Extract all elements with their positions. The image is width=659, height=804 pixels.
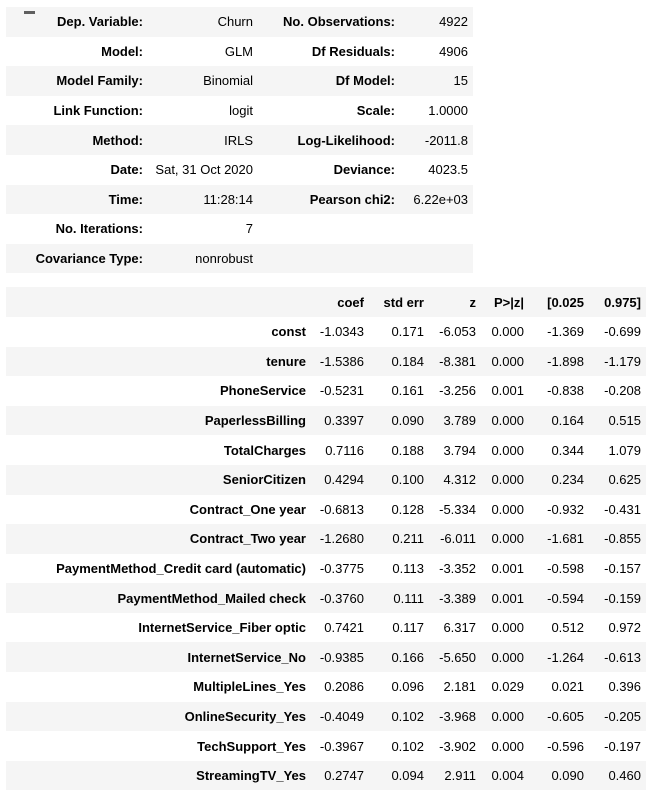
coef-cell: -0.159	[604, 590, 641, 606]
coef-cell: -1.5386	[319, 353, 364, 369]
summary-label	[258, 244, 400, 274]
coef-cell: -0.6813	[319, 501, 364, 517]
coef-row	[6, 731, 646, 761]
summary-row	[6, 244, 473, 274]
coef-cell: 3.794	[443, 442, 476, 458]
summary-row	[6, 7, 473, 37]
summary-label: No. Iterations:	[55, 221, 143, 237]
summary-value: 11:28:14	[203, 191, 253, 207]
coef-cell: 0.972	[608, 620, 641, 636]
coef-row	[6, 347, 646, 377]
summary-value: 4906	[439, 43, 468, 59]
coef-cell: 0.001	[491, 383, 524, 399]
coef-cell: -0.157	[604, 560, 641, 576]
summary-label: Link Function:	[53, 103, 143, 119]
coef-row-label: PhoneService	[220, 383, 306, 399]
coef-cell: 0.000	[491, 413, 524, 429]
coef-cell: -0.838	[547, 383, 584, 399]
coef-row-label: StreamingTV_Yes	[196, 768, 306, 784]
coef-cell: -0.197	[604, 738, 641, 754]
summary-label: Df Residuals:	[311, 43, 395, 59]
coef-cell: -1.369	[547, 324, 584, 340]
coef-cell: 0.090	[391, 413, 424, 429]
summary-row	[6, 96, 473, 126]
summary-value: nonrobust	[195, 251, 253, 267]
coef-row-label: tenure	[266, 353, 306, 369]
coef-row	[6, 642, 646, 672]
coef-cell: -0.3775	[319, 560, 364, 576]
coef-row	[6, 465, 646, 495]
coef-cell: 3.789	[443, 413, 476, 429]
summary-value: logit	[229, 103, 253, 119]
coef-cell: 0.625	[608, 472, 641, 488]
coefficients-table	[6, 287, 646, 790]
coef-cell: 0.102	[391, 738, 424, 754]
summary-value	[400, 214, 473, 244]
summary-value: 4922	[439, 14, 468, 30]
coefficients-body	[6, 287, 646, 790]
coef-cell: 2.911	[444, 768, 476, 784]
coef-cell: -0.598	[547, 560, 584, 576]
coef-cell: 1.079	[608, 442, 641, 458]
coef-cell: -0.605	[547, 708, 584, 724]
coef-row-label: const	[271, 324, 306, 340]
summary-value: IRLS	[224, 132, 253, 148]
summary-value	[400, 244, 473, 274]
coef-cell: 0.460	[608, 768, 641, 784]
coef-row-label: TechSupport_Yes	[197, 738, 306, 754]
coef-cell: 0.100	[391, 472, 424, 488]
coef-cell: -3.968	[439, 708, 476, 724]
summary-label: Pearson chi2:	[309, 191, 395, 207]
coef-cell: -0.699	[604, 324, 641, 340]
model-summary-body	[6, 7, 473, 273]
coef-cell: 0.102	[391, 708, 424, 724]
coef-column-header: [0.025	[547, 294, 584, 310]
coef-cell: 0.001	[491, 590, 524, 606]
coef-cell: -3.389	[439, 590, 476, 606]
summary-value: 1.0000	[428, 103, 468, 119]
coef-cell: 0.184	[391, 353, 424, 369]
coef-cell: -5.334	[439, 501, 476, 517]
coef-cell: -0.205	[604, 708, 641, 724]
summary-label	[258, 214, 400, 244]
coef-cell: 0.3397	[324, 413, 364, 429]
coef-cell: 0.396	[608, 679, 641, 695]
coef-cell: 0.001	[491, 560, 524, 576]
summary-label: Method:	[92, 132, 143, 148]
coef-row-label: InternetService_No	[187, 649, 306, 665]
coef-row-label: TotalCharges	[223, 442, 306, 458]
coef-cell: 0.512	[551, 620, 584, 636]
coef-cell: 0.000	[491, 620, 524, 636]
coef-cell: -0.3760	[319, 590, 364, 606]
summary-value: 15	[453, 73, 468, 89]
coef-cell: -1.898	[547, 353, 584, 369]
summary-value: Sat, 31 Oct 2020	[155, 162, 253, 178]
coef-row	[6, 406, 646, 436]
coef-cell: -1.0343	[319, 324, 364, 340]
summary-value: Binomial	[203, 73, 253, 89]
coef-row-label: Contract_Two year	[189, 531, 306, 547]
coef-cell: 0.161	[391, 383, 424, 399]
coef-row	[6, 583, 646, 613]
coef-cell: 0.004	[491, 768, 524, 784]
coef-row	[6, 761, 646, 791]
coef-cell: -8.381	[439, 353, 476, 369]
coef-cell: 0.090	[551, 768, 584, 784]
coef-row	[6, 495, 646, 525]
coef-row-label: PaymentMethod_Credit card (automatic)	[56, 560, 306, 576]
coef-cell: 0.117	[392, 620, 424, 636]
summary-value: GLM	[224, 43, 253, 59]
summary-label: Time:	[108, 191, 143, 207]
coef-row-label: OnlineSecurity_Yes	[184, 708, 306, 724]
summary-value: Churn	[217, 14, 253, 30]
coef-cell: 0.234	[551, 472, 584, 488]
coef-row	[6, 613, 646, 643]
coef-cell: 0.164	[551, 413, 584, 429]
coef-cell: 2.181	[443, 679, 476, 695]
coef-cell: -0.208	[604, 383, 641, 399]
coef-cell: -0.4049	[319, 708, 364, 724]
summary-row	[6, 155, 473, 185]
coef-row	[6, 672, 646, 702]
coef-cell: -6.011	[440, 531, 476, 547]
model-summary-table	[6, 7, 473, 273]
coef-row	[6, 317, 646, 347]
coef-cell: 0.000	[491, 324, 524, 340]
summary-value: 7	[245, 221, 253, 237]
summary-row	[6, 185, 473, 215]
summary-row	[6, 66, 473, 96]
coef-row-label: InternetService_Fiber optic	[138, 620, 306, 636]
coef-column-header: 0.975]	[604, 294, 641, 310]
coef-cell: 0.111	[393, 590, 424, 606]
coef-cell: -0.596	[547, 738, 584, 754]
summary-label: Model Family:	[56, 73, 143, 89]
coef-cell: 0.096	[391, 679, 424, 695]
coef-column-header: z	[469, 294, 476, 310]
coef-cell: 0.000	[491, 708, 524, 724]
summary-label: Model:	[101, 43, 143, 59]
coef-cell: 0.000	[491, 442, 524, 458]
summary-value: -2011.8	[424, 132, 468, 148]
coef-column-header: std err	[383, 294, 424, 310]
summary-label: Scale:	[356, 103, 395, 119]
coef-cell: -5.650	[439, 649, 476, 665]
coef-cell: 4.312	[443, 472, 476, 488]
summary-label: Dep. Variable:	[57, 14, 143, 30]
summary-row	[6, 125, 473, 155]
summary-label: Covariance Type:	[35, 251, 143, 267]
coef-cell: -0.431	[604, 501, 641, 517]
coef-cell: -1.2680	[319, 531, 364, 547]
coef-cell: -0.3967	[319, 738, 364, 754]
coef-column-header: P>|z|	[493, 294, 524, 310]
summary-label: No. Observations:	[283, 14, 395, 30]
coef-cell: 0.000	[491, 472, 524, 488]
summary-row	[6, 214, 473, 244]
coef-row-label: Contract_One year	[189, 501, 306, 517]
coef-cell: 0.7116	[325, 442, 364, 458]
coef-cell: 0.2086	[324, 679, 364, 695]
coef-column-header: coef	[337, 294, 364, 310]
summary-label: Log-Likelihood:	[297, 132, 395, 148]
coef-cell: 0.211	[392, 531, 424, 547]
coef-cell: -0.855	[604, 531, 641, 547]
coef-cell: -1.179	[604, 353, 641, 369]
coef-cell: 0.515	[608, 413, 641, 429]
coef-cell: -3.902	[439, 738, 476, 754]
coef-cell: 0.344	[551, 442, 584, 458]
coef-row-label: SeniorCitizen	[222, 472, 306, 488]
summary-label: Deviance:	[333, 162, 395, 178]
coef-cell: 0.094	[391, 768, 424, 784]
coef-row	[6, 435, 646, 465]
coef-row	[6, 554, 646, 584]
coef-cell: 0.128	[391, 501, 424, 517]
coef-cell: 6.317	[443, 620, 476, 636]
coef-cell: 0.000	[491, 738, 524, 754]
coef-cell: -0.9385	[319, 649, 364, 665]
coef-cell: -3.256	[439, 383, 476, 399]
coef-cell: 0.188	[391, 442, 424, 458]
coef-header-blank	[6, 287, 311, 317]
coef-cell: 0.000	[491, 531, 524, 547]
coef-row-label: MultipleLines_Yes	[193, 679, 306, 695]
summary-label: Df Model:	[335, 73, 395, 89]
coef-cell: -0.5231	[319, 383, 364, 399]
summary-label: Date:	[110, 162, 143, 178]
coef-cell: 0.7421	[324, 620, 364, 636]
coef-cell: 0.021	[551, 679, 584, 695]
coef-cell: 0.4294	[324, 472, 364, 488]
summary-value: 4023.5	[428, 162, 468, 178]
coef-cell: -0.932	[547, 501, 584, 517]
coef-row	[6, 702, 646, 732]
coef-row-label: PaperlessBilling	[204, 413, 306, 429]
coef-cell: -0.613	[604, 649, 641, 665]
coef-cell: -6.053	[439, 324, 476, 340]
coef-cell: 0.000	[491, 501, 524, 517]
coef-row	[6, 376, 646, 406]
coef-row	[6, 524, 646, 554]
coef-cell: 0.171	[391, 324, 424, 340]
coef-cell: -1.681	[547, 531, 584, 547]
coef-cell: 0.000	[491, 649, 524, 665]
coef-row-label: PaymentMethod_Mailed check	[117, 590, 306, 606]
coef-cell: -1.264	[547, 649, 584, 665]
summary-row	[6, 37, 473, 67]
screenshot-artifact-mark	[24, 11, 35, 14]
coef-cell: 0.166	[391, 649, 424, 665]
summary-value: 6.22e+03	[413, 191, 468, 207]
coef-header-row	[6, 287, 646, 317]
coef-cell: -0.594	[547, 590, 584, 606]
coef-cell: -3.352	[439, 560, 476, 576]
coef-cell: 0.2747	[324, 768, 364, 784]
coef-cell: 0.029	[491, 679, 524, 695]
coef-cell: 0.113	[392, 560, 424, 576]
coef-cell: 0.000	[491, 353, 524, 369]
